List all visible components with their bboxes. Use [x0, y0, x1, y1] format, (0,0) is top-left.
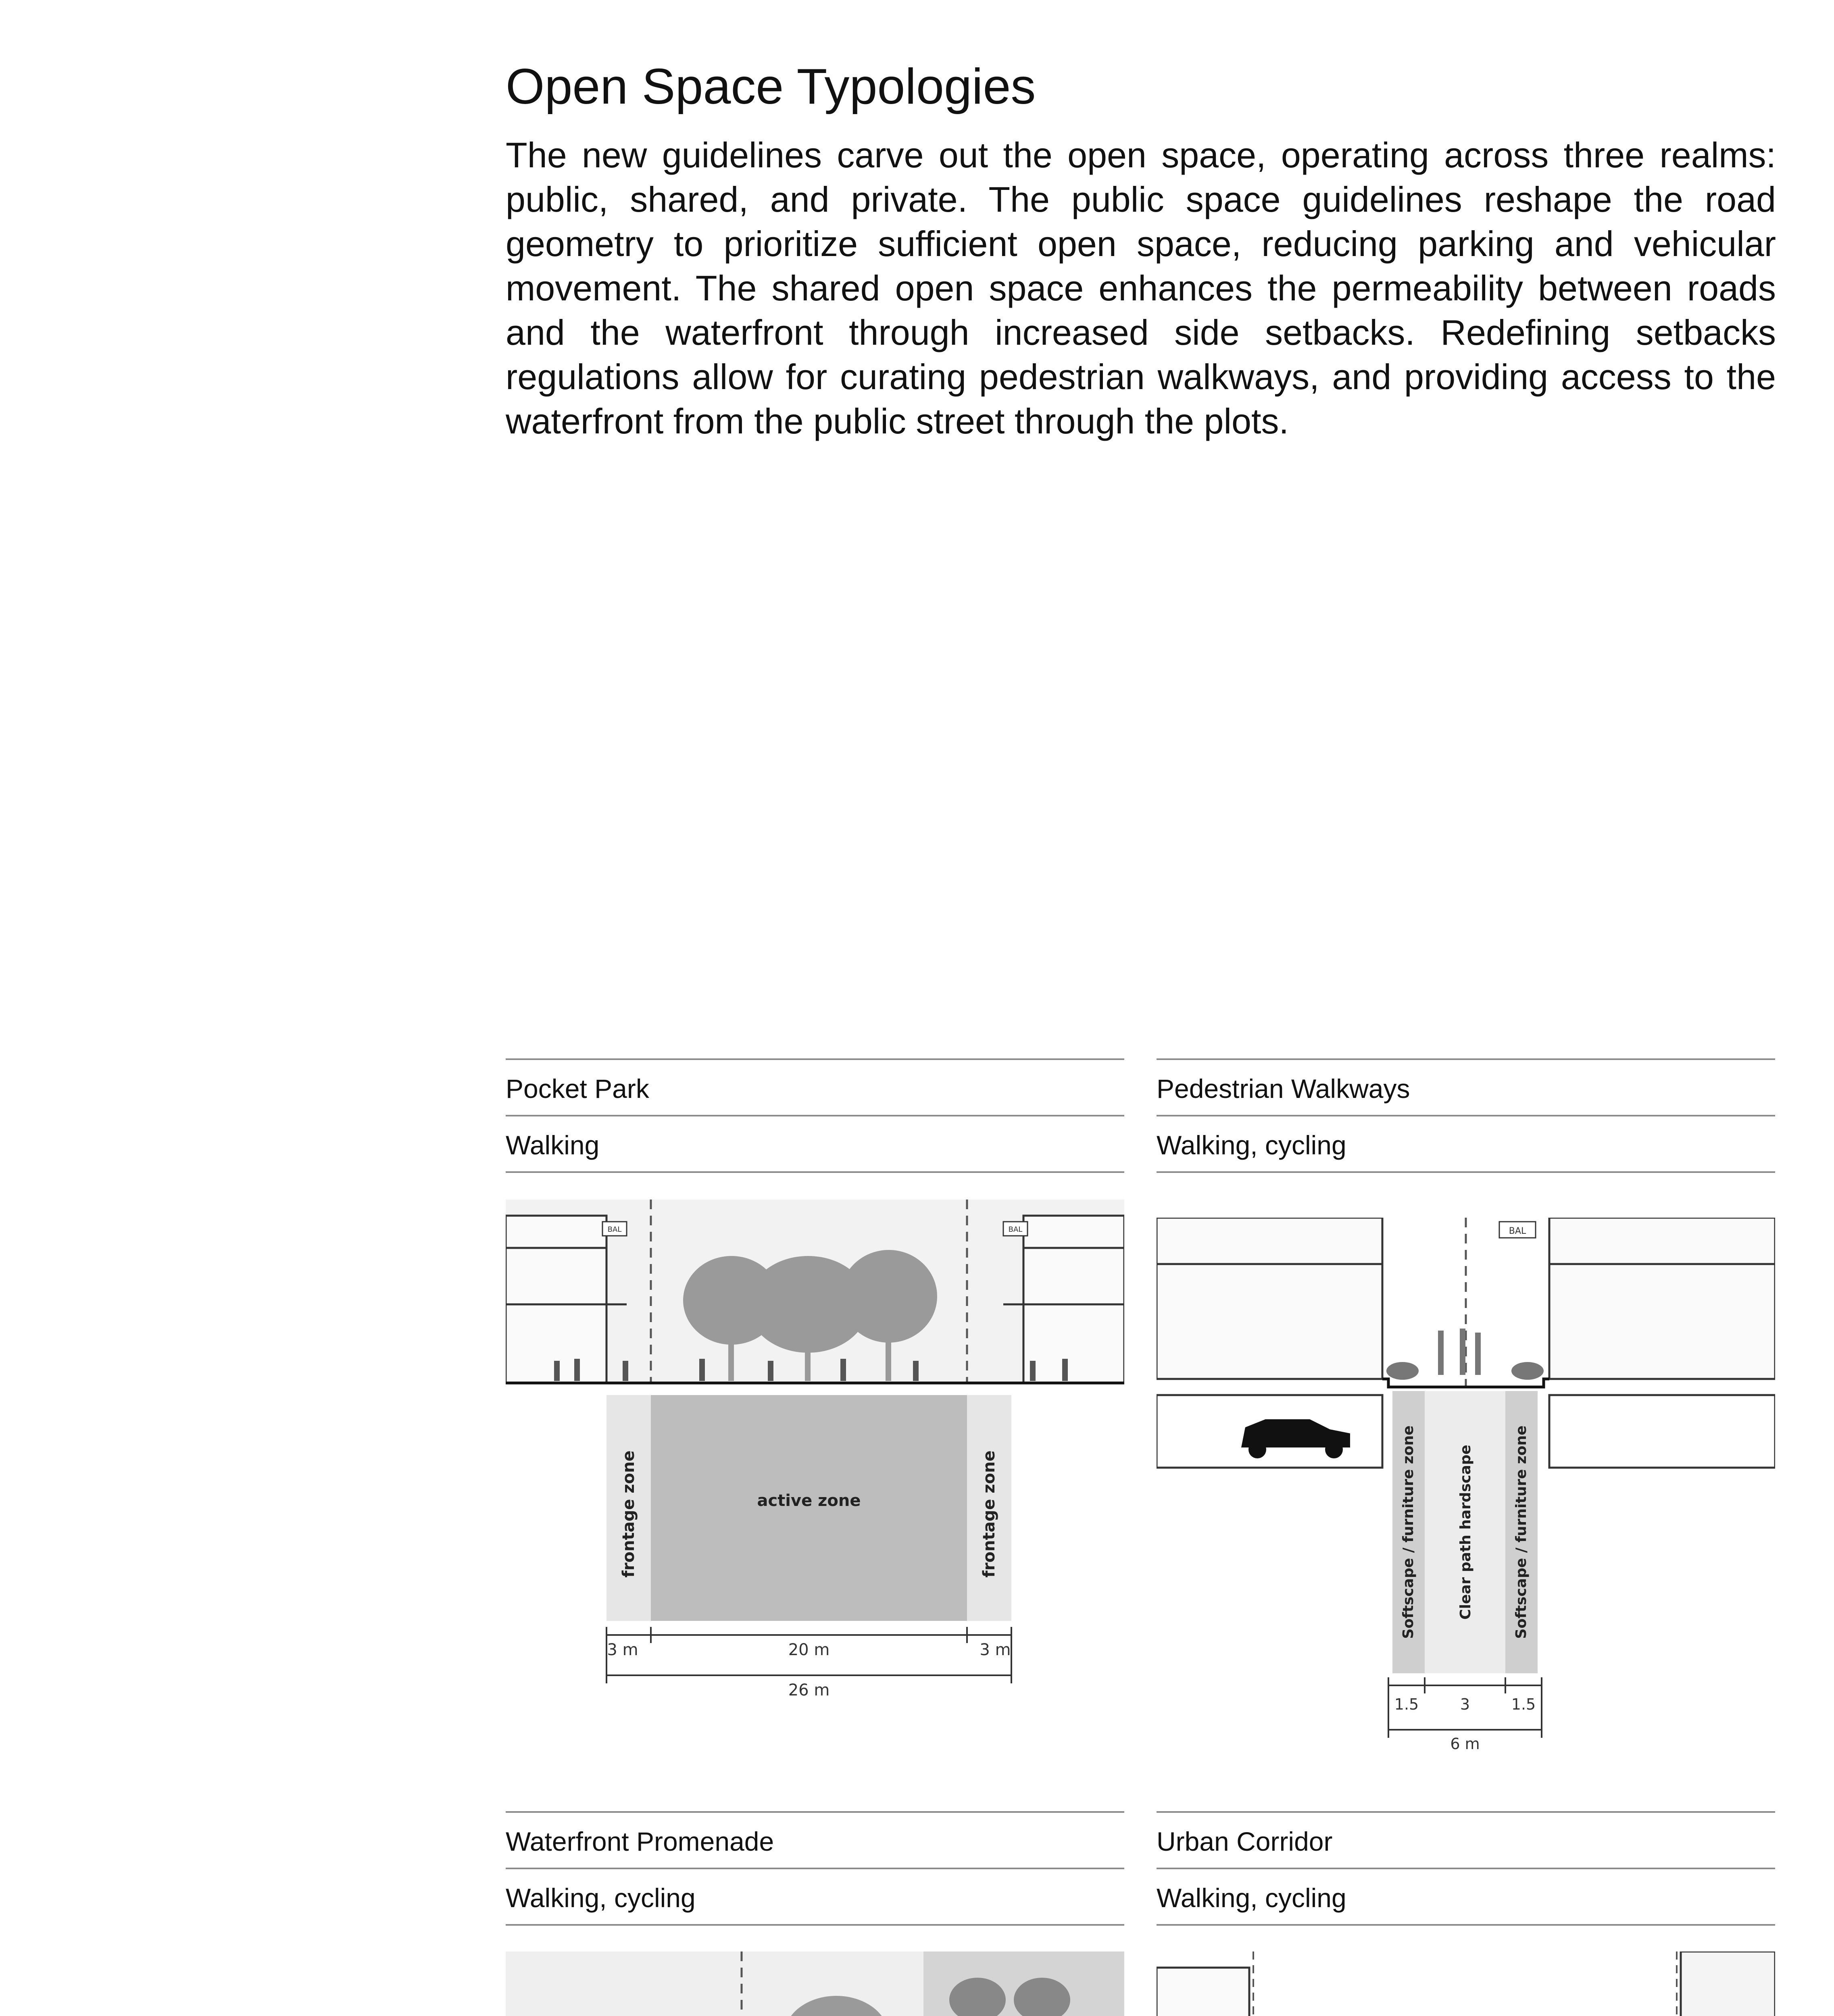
divider — [1157, 1171, 1775, 1173]
zone-label: frontage zone — [619, 1450, 638, 1578]
typology-name: Pedestrian Walkways — [1157, 1074, 1410, 1104]
svg-text:26 m: 26 m — [788, 1681, 830, 1699]
svg-text:BAL: BAL — [1008, 1225, 1023, 1234]
waterfront-promenade-section-diagram — [506, 1951, 1124, 2016]
typology-name: Waterfront Promenade — [506, 1826, 774, 1856]
divider — [506, 1058, 1124, 1060]
zone-label: Softscape / furniture zone — [1513, 1425, 1530, 1639]
svg-text:6 m: 6 m — [1450, 1735, 1480, 1753]
zone-label: active zone — [757, 1491, 861, 1510]
zone-label: Clear path hardscape — [1457, 1445, 1474, 1620]
divider — [506, 1924, 1124, 1926]
svg-text:BAL: BAL — [607, 1225, 622, 1234]
divider — [1157, 1924, 1775, 1926]
divider — [506, 1115, 1124, 1116]
svg-text:1.5: 1.5 — [1511, 1695, 1536, 1713]
pedestrian-walkways-section-diagram — [1157, 1218, 1775, 1754]
typology-mode: Walking — [506, 1130, 600, 1160]
svg-text:3: 3 — [1460, 1695, 1470, 1713]
intro-paragraph: The new guidelines carve out the open space, operating across three realms: public, shared, and private. The public space guidelines reshape the road geometry to prioritize sufficient open space, reducing parking and vehicular movement. The shared open space enhances the permeability between roads and the waterfront through increased side setbacks. Redefining setbacks regulations allow for curating pedestrian walkways, and providing access to the waterfront from the public street through the plots. — [506, 135, 1776, 441]
svg-text:BAL: BAL — [1509, 1226, 1526, 1236]
zone-label: frontage zone — [980, 1450, 998, 1578]
divider — [1157, 1811, 1775, 1813]
divider — [1157, 1058, 1775, 1060]
svg-text:3 m: 3 m — [607, 1641, 638, 1659]
divider — [506, 1171, 1124, 1173]
svg-text:3 m: 3 m — [980, 1641, 1011, 1659]
divider — [1157, 1868, 1775, 1869]
typology-mode: Walking, cycling — [506, 1883, 696, 1913]
zone-label: Softscape / furniture zone — [1400, 1425, 1417, 1639]
divider — [506, 1811, 1124, 1813]
pocket-park-section-diagram — [506, 1200, 1124, 1704]
divider — [1157, 1115, 1775, 1116]
typology-name: Pocket Park — [506, 1074, 649, 1104]
typology-name: Urban Corridor — [1157, 1826, 1333, 1856]
svg-text:1.5: 1.5 — [1394, 1695, 1419, 1713]
urban-corridor-section-diagram — [1157, 1951, 1775, 2016]
divider — [506, 1868, 1124, 1869]
svg-text:20 m: 20 m — [788, 1641, 830, 1659]
typology-mode: Walking, cycling — [1157, 1130, 1346, 1160]
page-title: Open Space Typologies — [506, 59, 1036, 115]
typology-mode: Walking, cycling — [1157, 1883, 1346, 1913]
